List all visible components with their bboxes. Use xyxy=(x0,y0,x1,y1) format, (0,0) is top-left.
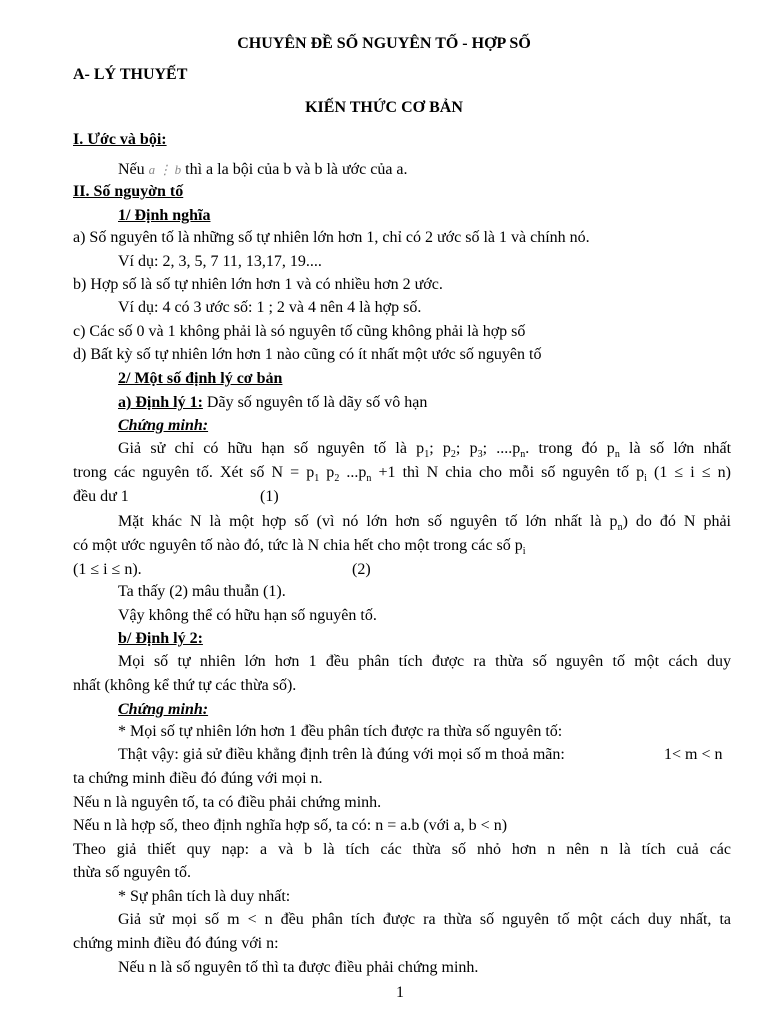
p1-l1-g: ; ....p xyxy=(482,440,521,457)
proof-2-line-7: thừa số nguyên tố. xyxy=(73,864,191,881)
section-2-heading: II. Số nguyờn tố xyxy=(73,183,184,200)
theorem-1-text: Dãy số nguyên tố là dãy số vô hạn xyxy=(202,394,428,411)
equation-label-2: (2) xyxy=(352,561,371,578)
definition-c: c) Các số 0 và 1 không phải là só nguyên tố cũng không phải là hợp số xyxy=(73,323,526,340)
p1-l1-sub-1: 1 xyxy=(424,449,430,461)
p1-l2-sub-2: 2 xyxy=(334,473,340,485)
definition-b-example: Ví dụ: 4 có 3 ước số: 1 ; 2 và 4 nên 4 là hợp số. xyxy=(118,299,422,316)
proof-2-line-11: Nếu n là số nguyên tố thì ta được điều phải chứng minh. xyxy=(118,959,479,976)
p1-l5-a: có một ước nguyên tố nào đó, tức là N chia hết cho một trong các số p xyxy=(73,537,523,554)
subtitle: KIẾN THỨC CƠ BẢN xyxy=(305,99,463,116)
page-number: 1 xyxy=(396,984,404,1001)
document-title: CHUYÊN ĐỀ SỐ NGUYÊN TỐ - HỢP SỐ xyxy=(237,35,531,52)
divisibility-line xyxy=(118,160,408,180)
divisibility-post: thì a la bội của b và b là ước của a. xyxy=(185,161,408,178)
definition-heading: 1/ Định nghĩa xyxy=(118,207,211,224)
proof-2-line-3: ta chứng minh điều đó đúng với mọi n. xyxy=(73,770,323,787)
divisibility-symbol: a ⋮ b xyxy=(148,162,182,177)
section-a-heading: A- LÝ THUYẾT xyxy=(73,66,188,83)
p1-l1-e: ; p xyxy=(455,440,478,457)
theorem-2-line-1: Mọi số tự nhiên lớn hơn 1 đều phân tích được ra thừa số nguyên tố một cách duy xyxy=(118,653,731,670)
proof-2-label: Chứng minh: xyxy=(118,701,209,718)
proof-1-line-8: Vậy không thể có hữu hạn số nguyên tố. xyxy=(118,607,377,624)
proof-1-line-5 xyxy=(73,536,525,556)
proof-2-line-8: * Sự phân tích là duy nhất: xyxy=(118,888,291,905)
p1-l2-i: (1 ≤ i ≤ n) xyxy=(646,464,732,481)
p1-l2-sub-n: n xyxy=(366,473,372,485)
p1-l1-k: là số lớn nhất xyxy=(619,440,732,457)
definition-d: d) Bất kỳ số tự nhiên lớn hơn 1 nào cũng có ít nhất một ước số nguyên tố xyxy=(73,346,542,363)
divisibility-pre: Nếu xyxy=(118,161,145,178)
theorem-1-label: a) Định lý 1: xyxy=(118,394,203,411)
p1-l1-sub-n: n xyxy=(520,449,526,461)
section-1-heading: I. Ước và bội: xyxy=(73,131,167,148)
p1-l2-sub-1: 1 xyxy=(314,473,320,485)
definition-a: a) Số nguyên tố là những số tự nhiên lớn hơn 1, chỉ có 2 ước số là 1 và chính nó. xyxy=(73,229,590,246)
proof-1-line-4 xyxy=(118,512,731,532)
p1-l5-sub-i: i xyxy=(522,546,526,558)
proof-2-line-9: Giả sử mọi số m < n đều phân tích được ra thừa số nguyên tố một cách duy nhất, ta xyxy=(118,911,731,928)
p1-l1-sub-n2: n xyxy=(614,449,620,461)
p1-l4-a: Mặt khác N là một hợp số (vì nó lớn hơn số nguyên tố lớn nhất là p xyxy=(118,513,618,530)
p1-l1-a: Giả sử chỉ có hữu hạn số nguyên tố là p xyxy=(118,440,425,457)
proof-1-line-1 xyxy=(118,439,731,459)
equation-label-1: (1) xyxy=(260,488,279,505)
proof-1-label: Chứng minh: xyxy=(118,417,209,434)
proof-2-line-10: chứng minh điều đó đúng với n: xyxy=(73,935,279,952)
p1-l1-sub-3: 3 xyxy=(477,449,483,461)
proof-2-line-2: Thật vậy: giả sử điều khẳng định trên là đúng với mọi số m thoả mãn: xyxy=(118,746,565,763)
theorems-heading: 2/ Một số định lý cơ bản xyxy=(118,370,283,387)
proof-2-line-5: Nếu n là hợp số, theo định nghĩa hợp số, ta có: n = a.b (với a, b < n) xyxy=(73,817,508,834)
proof-1-line-6: (1 ≤ i ≤ n). xyxy=(73,561,142,578)
definition-b: b) Hợp số là số tự nhiên lớn hơn 1 và có nhiều hơn 2 ước. xyxy=(73,276,443,293)
proof-2-line-1: * Mọi số tự nhiên lớn hơn 1 đều phân tích được ra thừa số nguyên tố: xyxy=(118,723,563,740)
theorem-1 xyxy=(118,393,427,413)
p1-l2-c: p xyxy=(319,464,335,481)
p1-l1-i: . trong đó p xyxy=(525,440,615,457)
p1-l4-sub-n: n xyxy=(617,522,623,534)
p1-l2-a: trong các nguyên tố. Xét số N = p xyxy=(73,464,315,481)
proof-1-line-7: Ta thấy (2) mâu thuẫn (1). xyxy=(118,583,286,600)
p1-l4-c: ) do đó N phải xyxy=(622,513,731,530)
proof-2-line-2-condition: 1< m < n xyxy=(664,746,723,763)
proof-2-line-6: Theo giả thiết quy nạp: a và b là tích các thừa số nhỏ hơn n nên n là tích cuả các xyxy=(73,841,731,858)
p1-l2-e: ...p xyxy=(339,464,367,481)
definition-a-example: Ví dụ: 2, 3, 5, 7 11, 13,17, 19.... xyxy=(118,253,322,270)
proof-1-line-2 xyxy=(73,463,731,483)
p1-l1-sub-2: 2 xyxy=(450,449,456,461)
theorem-2-line-2: nhất (không kể thứ tự các thừa số). xyxy=(73,677,297,694)
p1-l2-g: +1 thì N chia cho mỗi số nguyên tố p xyxy=(371,464,645,481)
p1-l1-c: ; p xyxy=(429,440,451,457)
theorem-2-label: b/ Định lý 2: xyxy=(118,630,203,647)
proof-1-line-3: đều dư 1 xyxy=(73,488,129,505)
p1-l2-sub-i: i xyxy=(644,473,647,485)
proof-2-line-4: Nếu n là nguyên tố, ta có điều phải chứng minh. xyxy=(73,794,382,811)
